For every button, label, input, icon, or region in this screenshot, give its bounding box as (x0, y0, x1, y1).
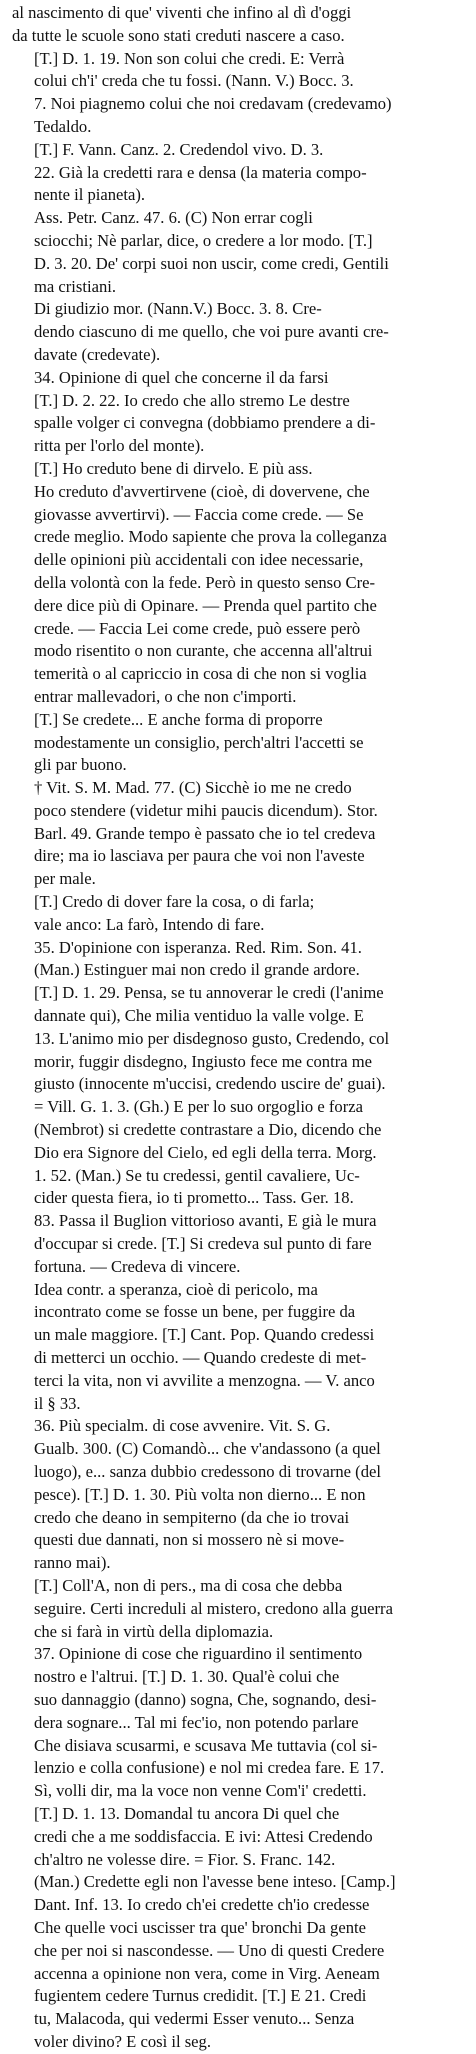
text-line: gli par buono. (34, 755, 127, 775)
text-line: 36. Più specialm. di cose avvenire. Vit. S. G. (34, 1416, 331, 1436)
text-line: seguire. Certi increduli al mistero, credono alla guerra (34, 1598, 393, 1618)
text-line: crede. — Faccia Lei come crede, può essere però (34, 618, 361, 638)
text-line: cider questa fiera, io ti prometto... Tass. Ger. 18. (34, 1188, 354, 1208)
dictionary-paragraph (12, 367, 466, 458)
text-line: Dio era Signore del Cielo, ed egli della terra. Morg. (34, 1142, 377, 1162)
dictionary-paragraph (12, 891, 466, 937)
text-line: 13. L'animo mio per disdegnoso gusto, Credendo, col (34, 1028, 390, 1048)
text-line: Barl. 49. Grande tempo è passato che io tel credeva (34, 823, 376, 843)
dictionary-paragraph (12, 458, 466, 709)
text-line: terci la vita, non vi avvilite a menzogna. — V. anco (34, 1370, 375, 1390)
dictionary-paragraph (12, 1575, 466, 1643)
dictionary-paragraph (12, 1279, 466, 1416)
text-line: modestamente un consiglio, perch'altri l'accetti se (34, 732, 364, 752)
text-line: = Vill. G. 1. 3. (Gh.) E per lo suo orgoglio e forza (34, 1097, 363, 1117)
text-line: 1. 52. (Man.) Se tu credessi, gentil cavaliere, Uc- (34, 1165, 360, 1185)
text-line: questi due dannati, non si mossero nè si move- (34, 1530, 345, 1550)
text-line: Ho creduto d'avvertirvene (cioè, di dovervene, che (34, 481, 370, 501)
text-line: D. 3. 20. De' corpi suoi non uscir, come credi, Gentili (34, 253, 389, 273)
text-line: 7. Noi piagnemo colui che noi credavam (credevamo) (34, 94, 392, 114)
text-line: pesce). [T.] D. 1. 30. Più volta non dierno... E non (34, 1484, 366, 1504)
text-line: [T.] D. 1. 29. Pensa, se tu annoverar le credi (l'anime (34, 983, 384, 1003)
text-line: giusto (innocente m'uccisi, credendo uscire de' guai). (34, 1074, 386, 1094)
text-line: credi che a me soddisfaccia. E ivi: Attesi Credendo (34, 1826, 373, 1846)
text-line: dere dice più di Opinare. — Prenda quel partito che (34, 595, 377, 615)
text-line: [T.] Ho creduto bene di dirvelo. E più ass. (34, 458, 313, 478)
text-line: (Man.) Estinguer mai non credo il grande ardore. (34, 960, 360, 980)
text-line: da tutte le scuole sono stati creduti nascere a caso. (12, 25, 345, 45)
text-line: lenzio e colla confusione) e nol mi credea fare. E 17. (34, 1758, 385, 1778)
text-line: [T.] F. Vann. Canz. 2. Credendol vivo. D. 3. (34, 139, 324, 159)
text-line: voler divino? E così il seg. (34, 2031, 211, 2051)
text-line: davate (credevate). (34, 344, 161, 364)
text-line: Tedaldo. (34, 116, 92, 136)
text-line: † Vit. S. M. Mad. 77. (C) Sicchè io me ne credo (34, 778, 352, 798)
text-line: 37. Opinione di cose che riguardino il sentimento (34, 1644, 363, 1664)
text-line: 83. Passa il Buglion vittorioso avanti, E già le mura (34, 1211, 377, 1231)
text-line: delle opinioni più accidentali con idee necessarie, (34, 550, 364, 570)
text-line: d'occupar si crede. [T.] Si credeva sul punto di fare (34, 1234, 372, 1254)
text-line: Che disiava scusarmi, e scusava Me tuttavia (col si- (34, 1735, 378, 1755)
text-line: modo risentito o non curante, che accenna all'altrui (34, 641, 373, 661)
text-line: dannate qui), Che milia ventiduo la valle volge. E (34, 1006, 364, 1026)
text-line: dire; ma io lasciava per paura che voi non l'aveste (34, 846, 365, 866)
text-line: Dant. Inf. 13. Io credo ch'ei credette ch'io credesse (34, 1895, 370, 1915)
text-line: ranno mai). (34, 1553, 111, 1573)
text-line: Idea contr. a speranza, cioè di pericolo, ma (34, 1279, 318, 1299)
text-line: entrar mallevadori, o che non c'importi. (34, 686, 297, 706)
text-line: al nascimento di que' viventi che infino al dì d'oggi (12, 3, 352, 22)
dictionary-paragraph (12, 777, 466, 891)
text-line: giovasse avvertirvi). — Faccia come crede. — Se (34, 504, 364, 524)
text-line: suo dannaggio (danno) sogna, Che, sognando, desi- (34, 1689, 377, 1709)
text-line: Che quelle voci uscisser tra que' bronchi Da gente (34, 1917, 366, 1937)
text-line: fugientem cedere Turnus credidit. [T.] E 21. Credi (34, 1986, 367, 2006)
text-line: ch'altro ne volesse dire. = Fior. S. Franc. 142. (34, 1849, 336, 1869)
text-line: (Nembrot) si credette contrastare a Dio, dicendo che (34, 1120, 382, 1140)
text-line: incontrato come se fosse un bene, per fuggire da (34, 1302, 356, 1322)
text-line: ma cristiani. (34, 276, 117, 296)
text-line: [T.] Credo di dover fare la cosa, o di farla; (34, 892, 315, 912)
dictionary-paragraph (12, 1803, 466, 2054)
text-line: un male maggiore. [T.] Cant. Pop. Quando credessi (34, 1325, 375, 1345)
text-line: [T.] D. 2. 22. Io credo che allo stremo Le destre (34, 390, 350, 410)
text-line: dendo ciascuno di me quello, che voi pure avanti cre- (34, 322, 389, 342)
text-line: Di giudizio mor. (Nann.V.) Bocc. 3. 8. Cre- (34, 299, 322, 319)
text-line: [T.] Se credete... E anche forma di proporre (34, 709, 323, 729)
text-line: [T.] D. 1. 19. Non son colui che credi. E: Verrà (34, 48, 345, 68)
dictionary-paragraph (12, 139, 466, 207)
text-line: sciocchi; Nè parlar, dice, o credere a lor modo. [T.] (34, 230, 373, 250)
text-line: spalle volger ci convegna (dobbiamo prendere a di- (34, 413, 376, 433)
text-line: che si farà in virtù della diplomazia. (34, 1621, 274, 1641)
text-line: luogo), e... sanza dubbio credessono di trovarne (del (34, 1462, 381, 1481)
dictionary-paragraph (12, 207, 466, 298)
text-line: fortuna. — Credeva di vincere. (34, 1256, 241, 1276)
text-line: (Man.) Credette egli non l'avesse bene inteso. [Camp.] (34, 1872, 396, 1892)
text-line: dera sognare... Tal mi fec'io, non potendo parlare (34, 1712, 359, 1732)
text-line: 35. D'opinione con isperanza. Red. Rim. Son. 41. (34, 937, 362, 957)
text-line: che per noi si nascondesse. — Uno di questi Credere (34, 1940, 385, 1960)
text-line: morir, fuggir disdegno, Ingiusto fece me contra me (34, 1051, 373, 1071)
text-line: per male. (34, 869, 96, 889)
dictionary-paragraph (12, 1415, 466, 1575)
text-line: tu, Malacoda, qui vedermi Esser venuto... Senza (34, 2009, 355, 2029)
text-line: colui ch'i' creda che tu fossi. (Nann. V.) Bocc. 3. (34, 71, 354, 91)
dictionary-paragraph (12, 709, 466, 777)
text-line: nostro e l'altrui. [T.] D. 1. 30. Qual'è colui che (34, 1667, 340, 1687)
text-line: [T.] Coll'A, non di pers., ma di cosa che debba (34, 1575, 343, 1595)
text-line: della volontà con la fede. Però in questo senso Cre- (34, 572, 375, 592)
text-line: temerità o al capriccio in cosa di che non si voglia (34, 664, 367, 684)
dictionary-paragraph (12, 937, 466, 1279)
text-line: poco stendere (videtur mihi paucis dicendum). Stor. (34, 800, 378, 820)
text-line: di metterci un occhio. — Quando credeste di met- (34, 1348, 367, 1368)
text-line: credo che deano in sempiterno (da che io trovai (34, 1507, 350, 1527)
text-line: il § 33. (34, 1393, 81, 1413)
text-line: crede meglio. Modo sapiente che prova la colleganza (34, 527, 387, 547)
text-line: nente il pianeta). (34, 185, 146, 205)
dictionary-paragraph (12, 48, 466, 139)
dictionary-paragraph (12, 1643, 466, 1803)
text-line: Gualb. 300. (C) Comandò... che v'andassono (a quel (34, 1439, 381, 1459)
dictionary-paragraph (12, 298, 466, 366)
text-line: 34. Opinione di quel che concerne il da farsi (34, 367, 329, 387)
text-line: ritta per l'orlo del monte). (34, 436, 205, 456)
text-line: Ass. Petr. Canz. 47. 6. (C) Non errar cogli (34, 208, 313, 228)
text-line: [T.] D. 1. 13. Domandal tu ancora Di quel che (34, 1803, 340, 1823)
dictionary-paragraph (12, 2, 466, 48)
text-line: Sì, volli dir, ma la voce non venne Com'i' credetti. (34, 1781, 367, 1801)
text-line: accenna a opinione non vera, come in Virg. Aeneam (34, 1963, 380, 1983)
text-line: vale anco: La farò, Intendo di fare. (34, 914, 265, 934)
text-line: 22. Già la credetti rara e densa (la materia compo- (34, 162, 367, 182)
